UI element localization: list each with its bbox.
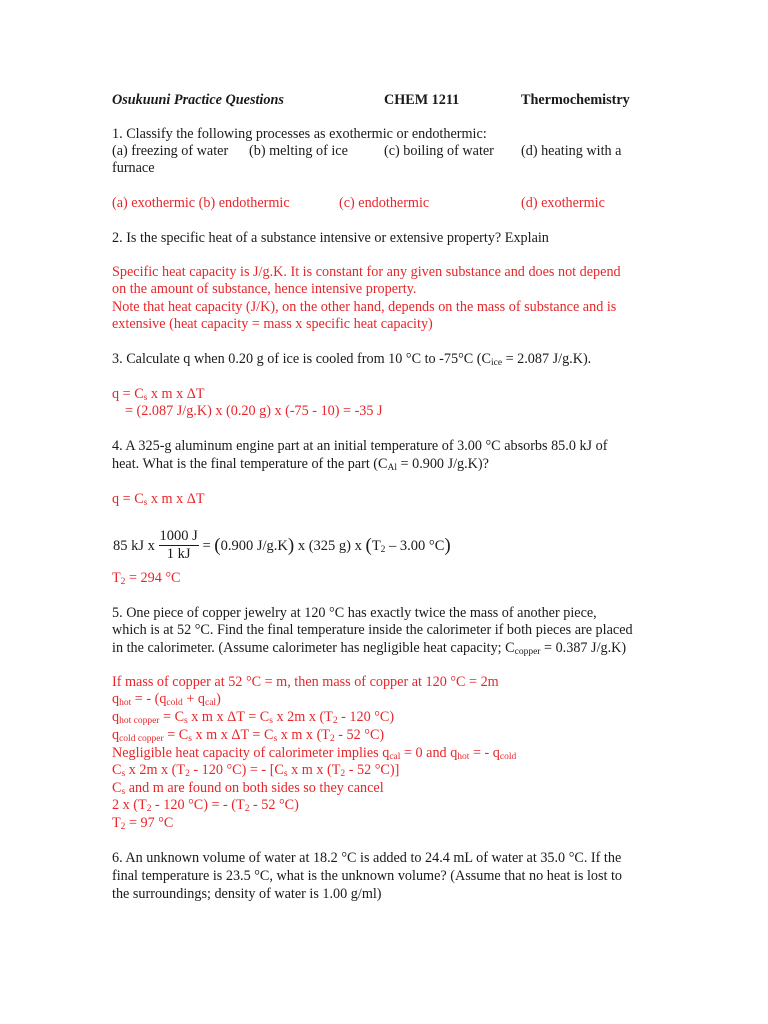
q1-answer-ab: (a) exothermic (b) endothermic [112,195,290,211]
q1-question: 1. Classify the following processes as exothermic or endothermic: [112,126,487,142]
q2-answer-line4: extensive (heat capacity = mass x specific heat capacity) [112,316,433,332]
q4-equation: 85 kJ x $\frac{1000 J}{1 kJ}$ = (0.900 J/g.K) x (325 g) x ($T_2 - 3.00$ °C) [113,528,451,563]
q5-answer-4: $q_{cold copper} = C_s$ x m x $\Delta T = C_s$ x m x ($T_2 - 52$ °C) [112,727,385,744]
q5-answer-1: If mass of copper at 52 °C = m, then mass of copper at 120 °C = 2m [112,674,499,690]
q5-question-line2: which is at 52 °C. Find the final temperature inside the calorimeter if both pieces are placed [112,622,633,638]
q5-answer-2: $q_{hot}$ = - $(q_{cold} + q_{cal})$ [112,691,221,708]
q6-question-line3: the surroundings; density of water is 1.00 g/ml) [112,886,382,902]
q5-answer-3: $q_{hot copper} = C_s$ x m x $\Delta T = C_s$ x 2m x ($T_2 - 120$ °C) [112,709,395,726]
doc-title: Osukuuni Practice Questions [112,92,284,108]
q4-formula: $q = C_s$ x m x ΔT [112,491,205,508]
q4-question-line2: heat. What is the final temperature of the part ($C_{Al} = 0.900$ J/g.K)? [112,456,489,473]
q4-question-line1: 4. A 325-g aluminum engine part at an initial temperature of 3.00 °C absorbs 85.0 kJ of [112,438,608,454]
q1-option-d: (d) heating with a [521,143,622,159]
q5-question-line1: 5. One piece of copper jewelry at 120 °C has exactly twice the mass of another piece, [112,605,597,621]
unit-conversion-fraction: $\frac{1000 J}{1 kJ}$ [159,528,198,563]
topic-title: Thermochemistry [521,92,630,108]
q5-answer-8: 2 x ($T_2 - 120$ °C) = - ($T_2 - 52$ °C) [112,797,299,814]
q3-question: 3. Calculate q when 0.20 g of ice is cooled from 10 °C to -75°C ($C_{ice} = 2.087$ J/g.K). [112,351,592,368]
q1-answer-d: (d) exothermic [521,195,605,211]
q2-answer-line3: Note that heat capacity (J/K), on the other hand, depends on the mass of substance and is [112,299,617,315]
q1-answer-c: (c) endothermic [339,195,430,211]
q2-answer-line1: Specific heat capacity is J/g.K. It is constant for any given substance and does not depend [112,264,621,280]
q5-answer-7: $C_s$ and m are found on both sides so they cancel [112,780,384,797]
q6-question-line2: final temperature is 23.5 °C, what is the unknown volume? (Assume that no heat is lost to [112,868,623,884]
q5-question-line3: in the calorimeter. (Assume calorimeter has negligible heat capacity; $C_{copper} = 0.387$ J/g.K) [112,640,627,657]
q2-question: 2. Is the specific heat of a substance intensive or extensive property? Explain [112,230,549,246]
q6-question-line1: 6. An unknown volume of water at 18.2 °C is added to 24.4 mL of water at 35.0 °C. If the [112,850,622,866]
q1-option-a: (a) freezing of water [112,143,229,159]
q2-answer-line2: on the amount of substance, hence intensive property. [112,281,417,297]
q1-option-d-cont: furnace [112,160,155,176]
q5-answer-6: $C_s$ x 2m x ($T_2 - 120$ °C) = - [$C_s$ x m x ($T_2 - 52$ °C)] [112,762,400,779]
q1-option-c: (c) boiling of water [384,143,494,159]
q3-formula: $q = C_s$ x m x ΔT [112,386,205,403]
q1-option-b: (b) melting of ice [249,143,348,159]
q3-result: = (2.087 J/g.K) x (0.20 g) x (-75 - 10) = -35 J [125,403,383,419]
q5-answer-9: $T_2 = 97$ °C [112,815,174,832]
q5-answer-5: Negligible heat capacity of calorimeter implies $q_{cal} = 0$ and $q_{hot}$ = - $q_{cold}$ [112,745,517,762]
course-code: CHEM 1211 [384,92,460,108]
q4-result: $T_2 = 294$ °C [112,570,181,587]
